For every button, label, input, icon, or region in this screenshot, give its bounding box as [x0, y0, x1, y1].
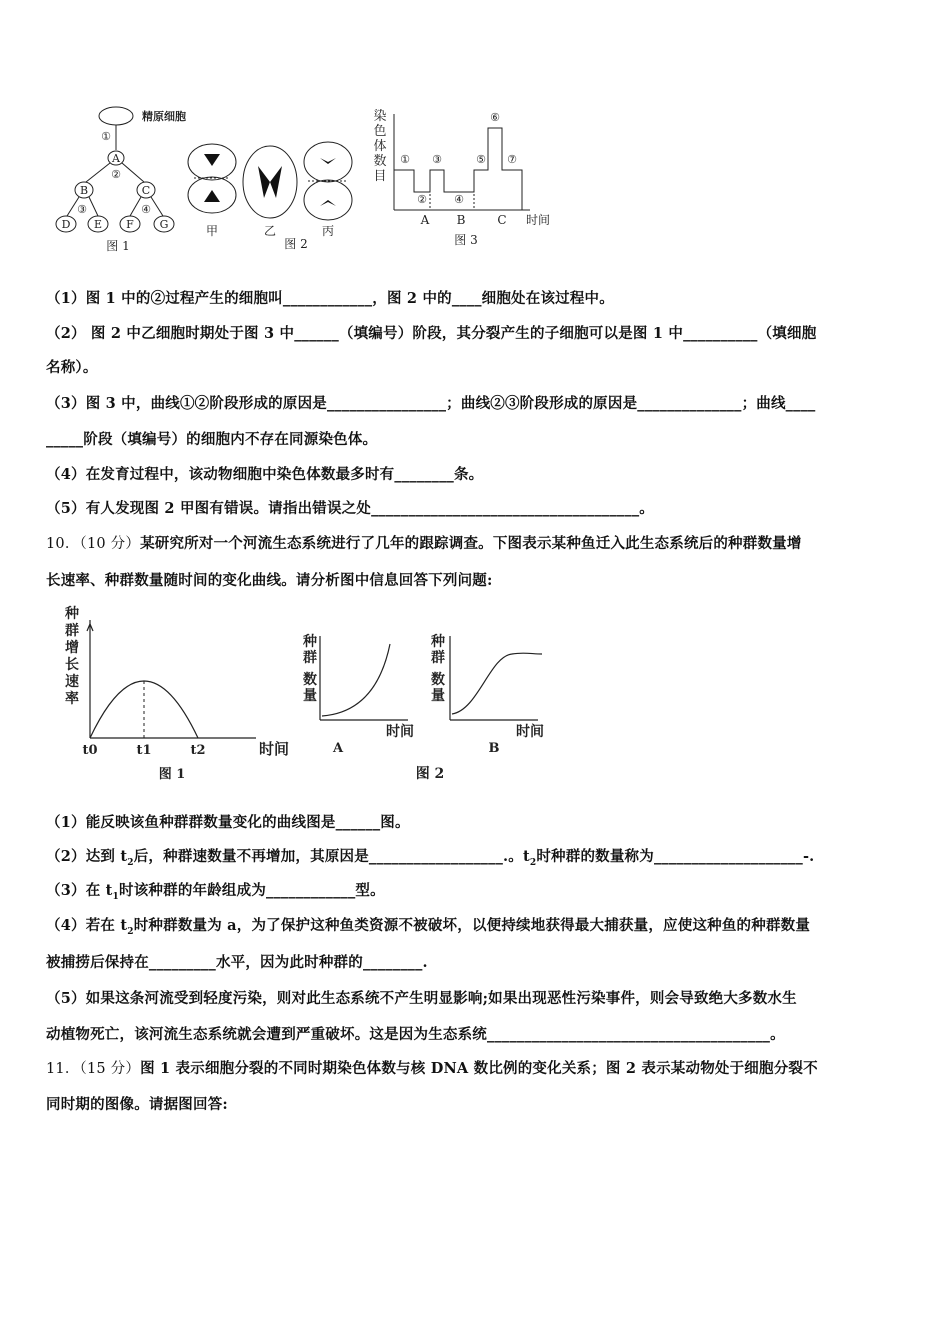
q10-part4-text: 时种群数量为 a，为了保护这种鱼类资源不被破坏，以便持续地获得最大捕获量，应使这种鱼的种群数量: [133, 917, 811, 934]
ylabel-char: 群: [431, 650, 445, 666]
xtick: C: [497, 213, 507, 227]
node-e: E: [93, 218, 103, 231]
ylabel-char: 长: [65, 657, 79, 673]
q10-part3: [46, 879, 385, 902]
ylabel-char: 种: [303, 634, 317, 650]
ylabel-char: 体: [373, 139, 387, 154]
step-4: ④: [141, 203, 151, 216]
ylabel-char: 色: [373, 124, 387, 139]
q9-part2a: （2） 图 2 中乙细胞时期处于图 3 中______（填编号）阶段，其分裂产生的子细胞可以是图 1 中__________（填细胞: [46, 325, 817, 342]
q10-part5a: （5）如果这条河流受到轻度污染，则对此生态系统不产生明显影响;如果出现恶性污染事件，则会导致绝大多数水生: [46, 990, 797, 1007]
q10-part2-text: 后，种群速数量不再增加，其原因是__________________.。t: [133, 848, 530, 865]
ylabel-char: 种: [431, 634, 445, 650]
q10-stem-text: 某研究所对一个河流生态系统进行了几年的跟踪调查。下图表示某种鱼迁入此生态系统后的种群数量增: [140, 535, 802, 552]
ylabel-char: 目: [373, 169, 387, 184]
q11-number: 11．（15 分）: [46, 1061, 141, 1077]
caption: 图 2: [284, 237, 308, 250]
ylabel-char: 染: [373, 109, 387, 124]
xlabel: 时间: [525, 213, 551, 227]
segment-label: ②: [417, 193, 427, 206]
ylabel-char: 数: [373, 154, 387, 169]
ylabel-char: 率: [65, 691, 79, 707]
q10-stem-a: [46, 532, 802, 553]
segment-label: ⑤: [476, 153, 486, 166]
step-1: ①: [101, 130, 111, 143]
q10-part2: [46, 845, 814, 868]
node-f: F: [126, 218, 134, 231]
node-d: D: [61, 218, 71, 231]
q11-stem-b: 同时期的图像。请据图回答:: [46, 1096, 228, 1113]
xlabel-b: 时间: [516, 724, 544, 740]
node-b: B: [79, 184, 89, 197]
q9-part2b: 名称）。: [46, 359, 98, 376]
step-2: ②: [111, 168, 121, 181]
q11-stem-a: [46, 1057, 818, 1078]
cell-label-yi: 乙: [263, 224, 277, 238]
cell-label-bing: 丙: [321, 224, 335, 238]
q10-part1: （1）能反映该鱼种群群数量变化的曲线图是______图。: [46, 814, 410, 831]
subscript: 1: [112, 891, 120, 902]
caption: 图 1: [106, 239, 130, 253]
cell-label-jia: 甲: [205, 224, 219, 238]
node-a: A: [112, 152, 120, 165]
subscript: 2: [529, 857, 537, 868]
caption: 图 1: [158, 767, 186, 782]
root-label: 精原细胞: [142, 110, 186, 123]
q11-stem-text: 图 1 表示细胞分裂的不同时期染色体数与核 DNA 数比例的变化关系；图 2 表示某动物处于细胞分裂不: [140, 1060, 818, 1077]
ylabel-char: 速: [65, 674, 79, 690]
ylabel-char: 数: [303, 672, 317, 688]
segment-label: ①: [400, 153, 410, 166]
q10-stem-b: 长速率、种群数量随时间的变化曲线。请分析图中信息回答下列问题:: [46, 572, 493, 589]
q9-part4: （4）在发育过程中，该动物细胞中染色体数最多时有________条。: [46, 466, 484, 483]
q10-part3-text: 时该种群的年龄组成为____________型。: [119, 882, 385, 899]
ylabel-char: 种: [65, 606, 79, 622]
xlabel: 时间: [258, 740, 290, 758]
q9-part5: （5）有人发现图 2 甲图有错误。请指出错误之处____________________________________。: [46, 500, 654, 517]
ylabel-char: 增: [65, 640, 79, 656]
ylabel-char: 数: [431, 672, 445, 688]
segment-label: ⑦: [507, 153, 517, 166]
xlabel-a: 时间: [386, 724, 414, 740]
ylabel-char: 量: [303, 688, 317, 704]
segment-label: ④: [454, 193, 464, 206]
node-g: G: [159, 218, 169, 231]
figure-growth-rate: [60, 604, 300, 784]
step-3: ③: [77, 203, 87, 216]
curve-label-a: A: [332, 741, 344, 756]
xtick-t1: t1: [136, 743, 152, 758]
q10-number: 10．（10 分）: [46, 536, 141, 552]
xtick-t0: t0: [82, 743, 98, 758]
q9-part1: （1）图 1 中的②过程产生的细胞叫____________，图 2 中的____细胞处在该过程中。: [46, 290, 614, 307]
ylabel-char: 群: [65, 623, 79, 639]
caption: 图 2: [415, 766, 445, 782]
figure-lineage-tree: [46, 100, 186, 258]
ylabel-char: 群: [303, 650, 317, 666]
segment-label: ⑥: [490, 111, 500, 124]
node-c: C: [141, 184, 151, 197]
xtick: A: [420, 213, 430, 227]
subscript: 2: [127, 926, 134, 937]
q10-part5b: 动植物死亡，该河流生态系统就会遭到严重破坏。这是因为生态系统______________________________________。: [46, 1026, 785, 1043]
caption: 图 3: [454, 233, 478, 247]
q10-part4-text: （4）若在 t: [46, 917, 128, 934]
curve-label-b: B: [488, 741, 500, 756]
q10-part2-text: （2）达到 t: [46, 848, 128, 865]
q9-part3a: （3）图 3 中，曲线①②阶段形成的原因是________________；曲线②③阶段形成的原因是______________；曲线____: [46, 395, 816, 412]
q10-part3-text: （3）在 t: [46, 882, 113, 899]
segment-label: ③: [432, 153, 442, 166]
xtick-t2: t2: [190, 743, 206, 758]
xtick: B: [456, 213, 466, 227]
figure-population-curves: [298, 630, 560, 784]
figure-chromosome-steps: [370, 106, 560, 252]
figure-dividing-cells: [184, 140, 356, 250]
q10-part4a: [46, 914, 810, 937]
q9-part3b: _____阶段（填编号）的细胞内不存在同源染色体。: [46, 431, 378, 448]
ylabel-char: 量: [431, 688, 445, 704]
q10-part2-text: 时种群的数量称为____________________-.: [536, 848, 815, 865]
subscript: 2: [127, 857, 134, 868]
q10-part4b: 被捕捞后保持在_________水平，因为此时种群的________.: [46, 954, 428, 971]
